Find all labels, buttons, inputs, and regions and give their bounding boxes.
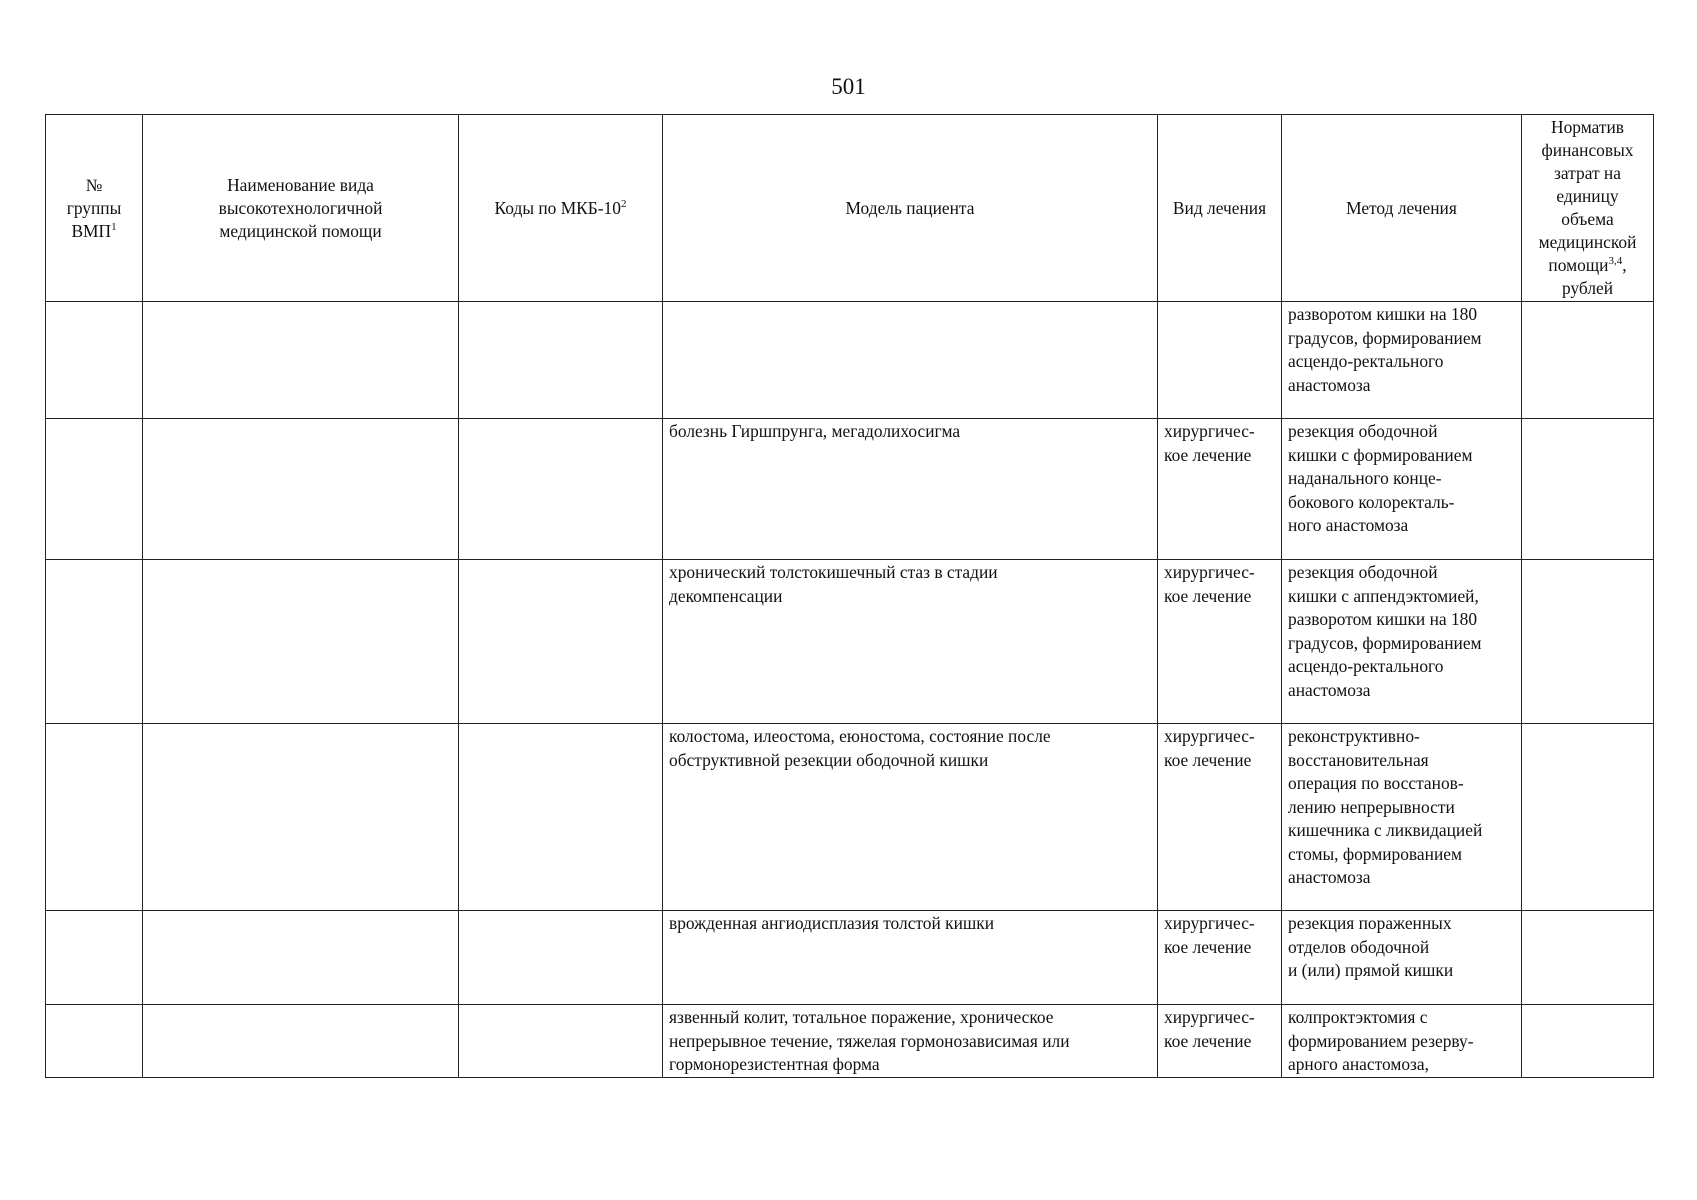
cell-method	[1282, 724, 1522, 911]
cell-group	[46, 911, 143, 1005]
cell-norm-text	[1522, 911, 1653, 919]
cell-model	[663, 1005, 1158, 1078]
cell-group-text	[46, 724, 142, 732]
cell-kind	[1158, 1005, 1282, 1078]
header-codes	[459, 115, 663, 302]
cell-method-text: резекция пораженных отделов ободочной и (или) прямой кишки	[1288, 913, 1454, 980]
table-row	[46, 302, 1654, 419]
cell-codes	[459, 911, 663, 1005]
cell-kind-text: хирургичес- кое лечение	[1164, 726, 1255, 770]
cell-codes-text	[459, 302, 662, 310]
cell-kind-text: хирургичес- кое лечение	[1164, 421, 1255, 465]
cell-method	[1282, 911, 1522, 1005]
header-kind-text: Вид лечения	[1172, 197, 1267, 218]
cell-method	[1282, 419, 1522, 560]
cell-group	[46, 302, 143, 419]
cell-model-text: болезнь Гиршпрунга, мегадолихосигма	[669, 421, 961, 441]
cell-group-text	[46, 419, 142, 427]
cell-method	[1282, 1005, 1522, 1078]
cell-group	[46, 560, 143, 724]
cell-norm	[1522, 911, 1654, 1005]
cell-method-text: разворотом кишки на 180 градусов, формированием асцендо-ректального анастомоза	[1288, 304, 1482, 395]
cell-name-text	[143, 1005, 458, 1013]
cell-codes-text	[459, 724, 662, 732]
vmp-table	[45, 114, 1654, 1078]
cell-name-text	[143, 302, 458, 310]
cell-norm	[1522, 1005, 1654, 1078]
cell-model	[663, 911, 1158, 1005]
cell-norm	[1522, 560, 1654, 724]
table-row	[46, 724, 1654, 911]
cell-method-text: колпроктэктомия с формированием резерву- арного анастомоза,	[1288, 1007, 1474, 1074]
cell-kind	[1158, 419, 1282, 560]
cell-name	[143, 1005, 459, 1078]
cell-model-text: язвенный колит, тотальное поражение, хроническое непрерывное течение, тяжелая гормонозависимая или гормонорезистентная форма	[669, 1007, 1070, 1074]
cell-model	[663, 560, 1158, 724]
header-name	[143, 115, 459, 302]
cell-kind-text: хирургичес- кое лечение	[1164, 1007, 1255, 1051]
cell-model	[663, 724, 1158, 911]
header-method-text: Метод лечения	[1346, 197, 1457, 218]
cell-codes-text	[459, 419, 662, 427]
cell-model-text: хронический толстокишечный стаз в стадии декомпенсации	[669, 562, 998, 606]
cell-codes	[459, 1005, 663, 1078]
cell-kind	[1158, 911, 1282, 1005]
header-group-no-text: № группы ВМП	[66, 174, 122, 241]
cell-norm-text	[1522, 560, 1653, 568]
cell-name	[143, 419, 459, 560]
cell-codes-text	[459, 911, 662, 919]
header-model	[663, 115, 1158, 302]
cell-kind	[1158, 724, 1282, 911]
cell-name-text	[143, 911, 458, 919]
cell-codes	[459, 560, 663, 724]
cell-norm-text	[1522, 419, 1653, 427]
cell-kind-text: хирургичес- кое лечение	[1164, 913, 1255, 957]
cell-norm-text	[1522, 302, 1653, 310]
cell-name-text	[143, 724, 458, 732]
cell-group-text	[46, 302, 142, 310]
cell-model	[663, 302, 1158, 419]
cell-norm-text	[1522, 1005, 1653, 1013]
cell-model-text: врожденная ангиодисплазия толстой кишки	[669, 913, 995, 933]
header-codes-text: Коды по МКБ-10	[494, 197, 621, 218]
cell-codes-text	[459, 560, 662, 568]
header-norm	[1522, 115, 1654, 302]
cell-name	[143, 911, 459, 1005]
cell-codes-text	[459, 1005, 662, 1013]
cell-name	[143, 302, 459, 419]
cell-name	[143, 560, 459, 724]
cell-norm	[1522, 302, 1654, 419]
cell-codes	[459, 419, 663, 560]
header-name-text: Наименование вида высокотехнологичной медицинской помощи	[218, 174, 383, 241]
cell-codes	[459, 724, 663, 911]
cell-model-text	[663, 302, 1157, 310]
cell-model	[663, 419, 1158, 560]
cell-norm	[1522, 724, 1654, 911]
header-kind	[1158, 115, 1282, 302]
cell-group	[46, 419, 143, 560]
header-model-text: Модель пациента	[845, 197, 975, 218]
table-row	[46, 419, 1654, 560]
table-row	[46, 911, 1654, 1005]
cell-group-text	[46, 1005, 142, 1013]
cell-method-text: резекция ободочной кишки с аппендэктомией, разворотом кишки на 180 градусов, формированием асцендо-ректального анастомоза	[1288, 562, 1482, 700]
cell-method-text: резекция ободочной кишки с формированием наданального конце- бокового колоректаль- ного анастомоза	[1288, 421, 1473, 535]
cell-method-text: реконструктивно- восстановительная операция по восстанов- лению непрерывности кишечника с ликвидацией стомы, формированием анастомоза	[1288, 726, 1483, 887]
cell-name	[143, 724, 459, 911]
cell-kind	[1158, 302, 1282, 419]
cell-method	[1282, 302, 1522, 419]
cell-method	[1282, 560, 1522, 724]
header-codes-footnote: 2	[620, 197, 627, 210]
cell-codes	[459, 302, 663, 419]
cell-group	[46, 1005, 143, 1078]
cell-group-text	[46, 560, 142, 568]
cell-kind-text	[1158, 302, 1281, 310]
header-group-no-footnote: 1	[111, 220, 117, 233]
header-group-no	[46, 115, 143, 302]
cell-kind-text: хирургичес- кое лечение	[1164, 562, 1255, 606]
header-norm-text: Норматив финансовых затрат на единицу объема медицинской помощи	[1538, 117, 1637, 275]
table-row	[46, 560, 1654, 724]
cell-group	[46, 724, 143, 911]
cell-name-text	[143, 419, 458, 427]
cell-norm	[1522, 419, 1654, 560]
cell-kind	[1158, 560, 1282, 724]
header-row	[46, 115, 1654, 302]
cell-name-text	[143, 560, 458, 568]
table-row	[46, 1005, 1654, 1078]
cell-norm-text	[1522, 724, 1653, 732]
page-number: 501	[831, 74, 866, 99]
cell-group-text	[46, 911, 142, 919]
header-norm-suffix: , рублей	[1561, 255, 1627, 298]
cell-model-text: колостома, илеостома, еюностома, состояние после обструктивной резекции ободочной кишки	[669, 726, 1051, 770]
header-method	[1282, 115, 1522, 302]
header-norm-footnote: 3,4	[1608, 255, 1623, 267]
